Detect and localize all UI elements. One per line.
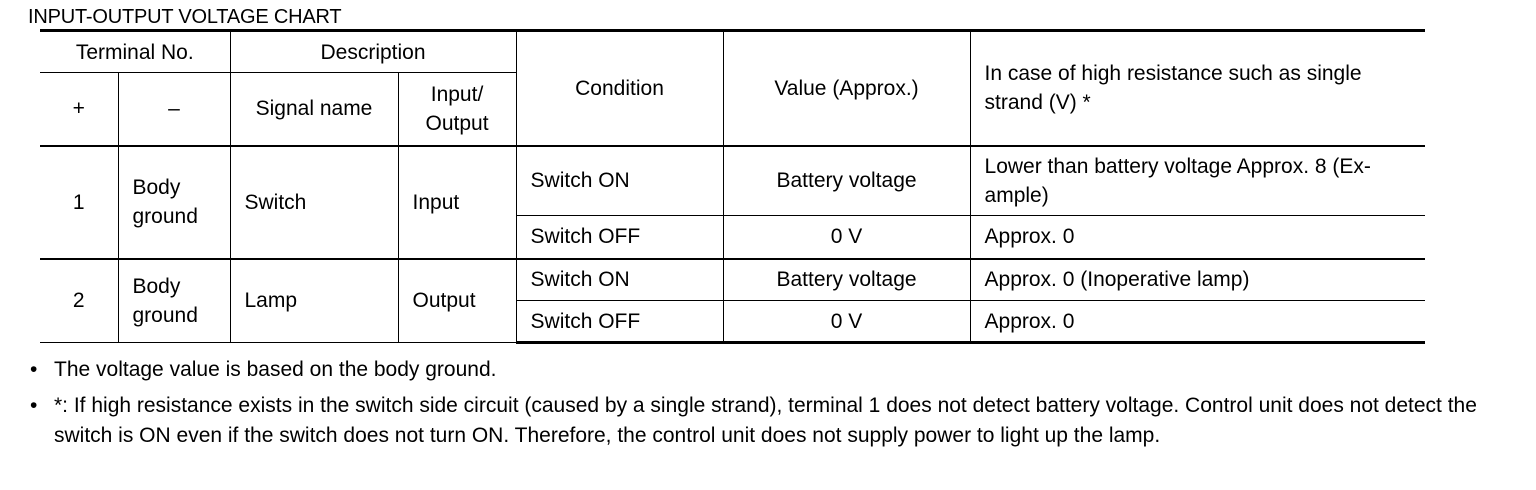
table-row [40, 146, 1425, 216]
high-resistance-cell: Lower than battery voltage Approx. 8 (Ex- ample) [970, 146, 1425, 216]
high-resistance-cell: Approx. 0 (Inoperative lamp) [970, 259, 1425, 301]
header-plus: + [40, 73, 118, 146]
header-minus: – [118, 73, 230, 146]
header-terminal-no: Terminal No. [40, 31, 230, 73]
condition-cell: Switch ON [516, 146, 723, 216]
terminal-minus-cell: Body ground [118, 259, 230, 343]
header-high-resistance: In case of high resistance such as single strand (V) * [970, 31, 1425, 146]
note-text: The voltage value is based on the body ground. [54, 358, 497, 381]
condition-cell: Switch OFF [516, 301, 723, 343]
value-cell: 0 V [723, 216, 970, 259]
terminal-plus-cell: 2 [40, 259, 118, 343]
header-signal-name: Signal name [230, 73, 398, 146]
bullet-icon: • [30, 358, 38, 381]
table-row [40, 259, 1425, 301]
header-description: Description [230, 31, 516, 73]
value-cell: 0 V [723, 301, 970, 343]
terminal-minus-cell: Body ground [118, 146, 230, 259]
note-item [28, 355, 1498, 385]
input-output-cell: Input [398, 146, 516, 259]
signal-name-cell: Lamp [230, 259, 398, 343]
signal-name-cell: Switch [230, 146, 398, 259]
header-condition: Condition [516, 31, 723, 146]
terminal-plus-cell: 1 [40, 146, 118, 259]
bullet-icon: • [30, 394, 38, 417]
header-input-output: Input/ Output [398, 73, 516, 146]
header-value: Value (Approx.) [723, 31, 970, 146]
note-text: *: If high resistance exists in the switch side circuit (caused by a single strand), terminal 1 does not detect battery voltage. Control unit does not detect the switch is ON even if the switch does not turn ON. Therefore, the control unit does not supply power to light up the lamp. [54, 394, 1477, 447]
value-cell: Battery voltage [723, 259, 970, 301]
input-output-cell: Output [398, 259, 516, 343]
voltage-chart-table [40, 29, 1425, 344]
notes-list [28, 355, 1498, 457]
header-row-1 [40, 31, 1425, 73]
value-cell: Battery voltage [723, 146, 970, 216]
high-resistance-cell: Approx. 0 [970, 301, 1425, 343]
condition-cell: Switch ON [516, 259, 723, 301]
high-resistance-cell: Approx. 0 [970, 216, 1425, 259]
condition-cell: Switch OFF [516, 216, 723, 259]
note-item [28, 391, 1498, 451]
chart-title: INPUT-OUTPUT VOLTAGE CHART [28, 6, 342, 28]
